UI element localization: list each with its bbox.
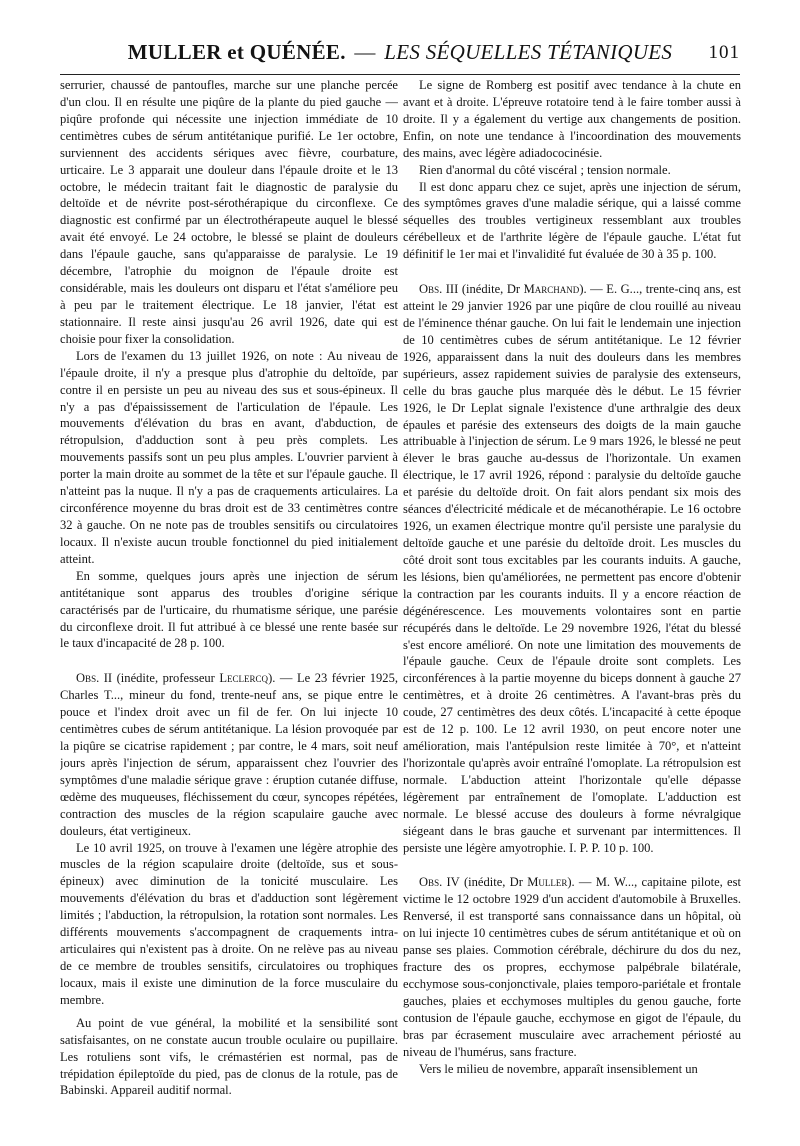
- observation-source-close: ).: [579, 282, 587, 297]
- paragraph: Au point de vue général, la mobilité et la sensibilité sont satisfaisantes, on ne constate aucun trouble oculaire ou pupillaire. Les rotuliens sont vifs, le crémastérien est normal, pas de trépidation épileptoïde du pied, pas de clonus de la rotule, pas de Babinski. Appareil auditif normal.: [60, 1015, 398, 1098]
- observation-3: [403, 281, 741, 856]
- observation-label: Obs. IV: [419, 875, 460, 890]
- paragraph: Rien d'anormal du côté viscéral ; tension normale.: [419, 162, 671, 177]
- running-title: [60, 40, 740, 65]
- observation-text: — E. G..., trente-cinq ans, est atteint le 29 janvier 1926 par une piqûre de clou rouillé au niveau de l'éminence thénar gauche. On lui fait le lendemain une injection de 10 centimètres cubes de sérum antitétanique. Le 12 février 1926, apparaissent dans la nuit des douleurs dans les membres supérieurs, assez rapidement suivies de paralysie des extenseurs, celle du bras gauche plus marquée dès le début. Le 15 février 1926, le Dr Leplat signale l'existence d'une arthralgie des deux épaules et parésie des extenseurs des doigts de la main gauche attribuable à l'injection de sérum. Le 9 mars 1926, le blessé ne peut élever le bras gauche au-dessus de l'horizontale. Un examen électrique, le 17 avril 1926, répond : paralysie du deltoïde gauche et parésie du deltoïde droit. On fait alors pendant six mois des séances d'électricité médicale et de mécanothérapie. Le 16 octobre 1926, un examen électrique montre qu'il persiste une paralysie du deltoïde gauche et une parésie du deltoïde droit. Les muscles du côté droit sont tous excitables par les courants induits. A gauche, les lésions, bien qu'améliorées, ne permettent pas encore d'obtenir la contraction par les courants induits. Il y a encore réaction de dégénérescence. Les mouvements volontaires sont en partie récupérés dans le deltoïde. Le 29 novembre 1926, l'état du blessé s'est encore amélioré. On note une limitation des mouvements de l'épaule gauche. Ceux de l'épaule droite sont complets. Les circonférences à la partie moyenne du biceps donnent à gauche 27 centimètres, et à droite 26 centimètres. A l'avant-bras près du coude, 27 centimètres des deux côtés. L'incapacité à cette époque est de 12 p. 100. Le 12 avril 1930, on peut encore noter une amélioration, mais l'antépulsion reste limitée à 70°, et n'atteint l'horizontale qu'après avoir entraîné l'omoplate. La rétropulsion est normale. L'abduction atteint l'horizontale qu'elle dépasse légèrement par entraînement de l'omoplate. L'adduction est normale. Le blessé accuse des douleurs à forme névralgique siégeant dans le bras gauche et survenant par intermittences. Il persiste une légère amyotrophie. I. P. P. 10 p. 100.: [403, 282, 741, 855]
- observation-label: Obs. III: [419, 282, 459, 297]
- observation-author: Marchand: [523, 282, 580, 297]
- observation-2: [60, 670, 398, 839]
- paragraph: En somme, quelques jours après une injection de sérum antitétanique sont apparus des troubles d'origine sérique caractérisés par de l'urticaire, du rhumatisme sérique, une parésie du circonflexe droit. Il fut attribué à ce blessé une rente basée sur le taux d'incapacité de 28 p. 100.: [60, 568, 398, 651]
- observation-source-close: ).: [268, 671, 276, 686]
- paragraph: Vers le milieu de novembre, apparaît insensiblement un: [419, 1061, 698, 1076]
- observation-text: — M. W..., capitaine pilote, est victime le 12 octobre 1929 d'un accident d'automobile à Bruxelles. Renversé, il est transporté sans connaissance dans un hôpital, où on lui injecte 10 centimètres cubes de sérum antitétanique et où on panse ses plaies. Commotion cérébrale, déchirure du dos du nez, fracture des os propres, ecchymose palpébrale bilatérale, ecchymose sous-conjonctivale, plaies temporo-pariétale et frontale gauches, plaies et ecchymoses multiples du genou gauche, forte contusion de l'épaule gauche, ecchymose en gigot de l'épaule, du bras par écrasement musculaire avec arrachement périosté au niveau de l'humérus, sans fracture.: [403, 875, 741, 1059]
- observation-source: (inédite, Dr: [463, 875, 528, 890]
- observation-source: (inédite, Dr: [461, 282, 524, 297]
- observation-source: (inédite, professeur: [116, 671, 220, 686]
- page-number: 101: [708, 42, 740, 63]
- left-column: [60, 77, 398, 1117]
- paragraph: serrurier, chaussé de pantoufles, marche sur une planche percée d'un clou. Il en résulte une piqûre de la plante du pied gauche — piqûre profonde qui nécessite une injection immédiate de 10 centimètres cubes de sérum antitétanique purifié. Le 1er octobre, surviennent des accidents sériques avec fièvre, courbature, urticaire. Le 3 apparait une douleur dans l'épaule droite et le 13 octobre, le médecin traitant fait le diagnostic de paralysie du deltoïde et de névrite post-sérothérapique du circonflexe. Ce diagnostic est confirmé par un électrothérapeute auquel le blessé avait été envoyé. Le 24 octobre, le blessé se plaint de douleurs dans l'épaule gauche, sans qu'apparaisse de paralysie. Le 19 décembre, l'atrophie du moignon de l'épaule droite est considérable, mais les douleurs ont disparu et l'état s'améliore peu à peu par le traitement électrique. Le 18 janvier, l'état est stationnaire. Il reste ainsi jusqu'au 26 avril 1926, date qui est choisie pour fixer la consolidation.: [60, 78, 398, 346]
- observation-text: — Le 23 février 1925, Charles T..., mineur du fond, trente-neuf ans, se pique entre le pouce et l'index droit avec un fil de fer. On lui injecte 10 centimètres cubes de sérum antitétanique. La lésion provoquée par la piqûre se cicatrise rapidement ; par contre, le 4 mars, soit neuf jours après l'injection de sérum, apparaissent chez l'ouvrier des symptômes d'une maladie sérique grave : éruption cutanée diffuse, œdème des muqueuses, fléchissement du cœur, syncopes répétées, contraction des muscles de la région scapulaire gauche avec douleurs, état vertigineux.: [60, 671, 398, 838]
- paragraph: Il est donc apparu chez ce sujet, après une injection de sérum, des symptômes graves d'une maladie sérique, qui a laissé comme séquelles des troubles vertigineux ressemblant aux troubles cérébelleux et de l'arthrite légère de l'épaule gauche. L'état fut définitif le 1er mai et l'invalidité fut évaluée de 30 à 35 p. 100.: [403, 179, 741, 262]
- title-dash: —: [354, 40, 376, 64]
- right-column: [403, 77, 741, 1117]
- observation-label: Obs. II: [76, 671, 113, 686]
- paragraph: Le 10 avril 1925, on trouve à l'examen une légère atrophie des muscles de la région scapulaire droite (deltoïde, sus et sous-épineux) avec diminution de la tonicité musculaire. Les mouvements d'élévation du bras et d'adduction sont légèrement limités ; l'abduction, la rétropulsion, la rotation sont normales. Les différents mouvements s'accompagnent de craquements intra-articulaires qui n'existent pas à droite. On ne relève pas au niveau de ce membre de troubles sensitifs, circulatoires ou trophiques locaux, mais il existe une diminution de la force musculaire du membre.: [60, 840, 398, 1007]
- observation-author: Leclercq: [219, 671, 269, 686]
- running-header: [60, 40, 740, 75]
- observation-source-close: ).: [567, 875, 575, 890]
- paragraph: Le signe de Romberg est positif avec tendance à la chute en avant et à droite. L'épreuve rotatoire tend à le faire tomber aussi à droite. Il y a également du vertige aux changements de position. Enfin, on note une tendance à l'incoordination des mouvements des mains, avec légère adiadococinésie.: [403, 78, 741, 160]
- title-authors: MULLER et QUÉNÉE.: [127, 40, 346, 64]
- title-subject: LES SÉQUELLES TÉTANIQUES: [384, 40, 673, 64]
- paragraph: Lors de l'examen du 13 juillet 1926, on note : Au niveau de l'épaule droite, il n'y a presque plus d'atrophie du deltoïde, par contre il en persiste un peu au niveau des sus et sous-épineux. Il n'y a pas d'épaississement de l'articulation de l'épaule. Les mouvements d'élévation du bras en avant, d'abduction, de rétropulsion, d'adduction sont à peu près complets. Les mouvements passifs sont un peu plus amples. L'ouvrier parvient à porter la main droite au sommet de la tête et sur l'épaule gauche. Il n'atteint pas la nuque. Il n'y a pas de craquements articulaires. La circonférence moyenne du bras droit est de 33 centimètres contre 32 à gauche. On ne note pas de troubles sensitifs ou circulatoires locaux. Il n'existe aucun trouble fonctionnel du pied initialement atteint.: [60, 348, 398, 566]
- observation-author: Muller: [527, 875, 568, 890]
- observation-4: [403, 874, 741, 1060]
